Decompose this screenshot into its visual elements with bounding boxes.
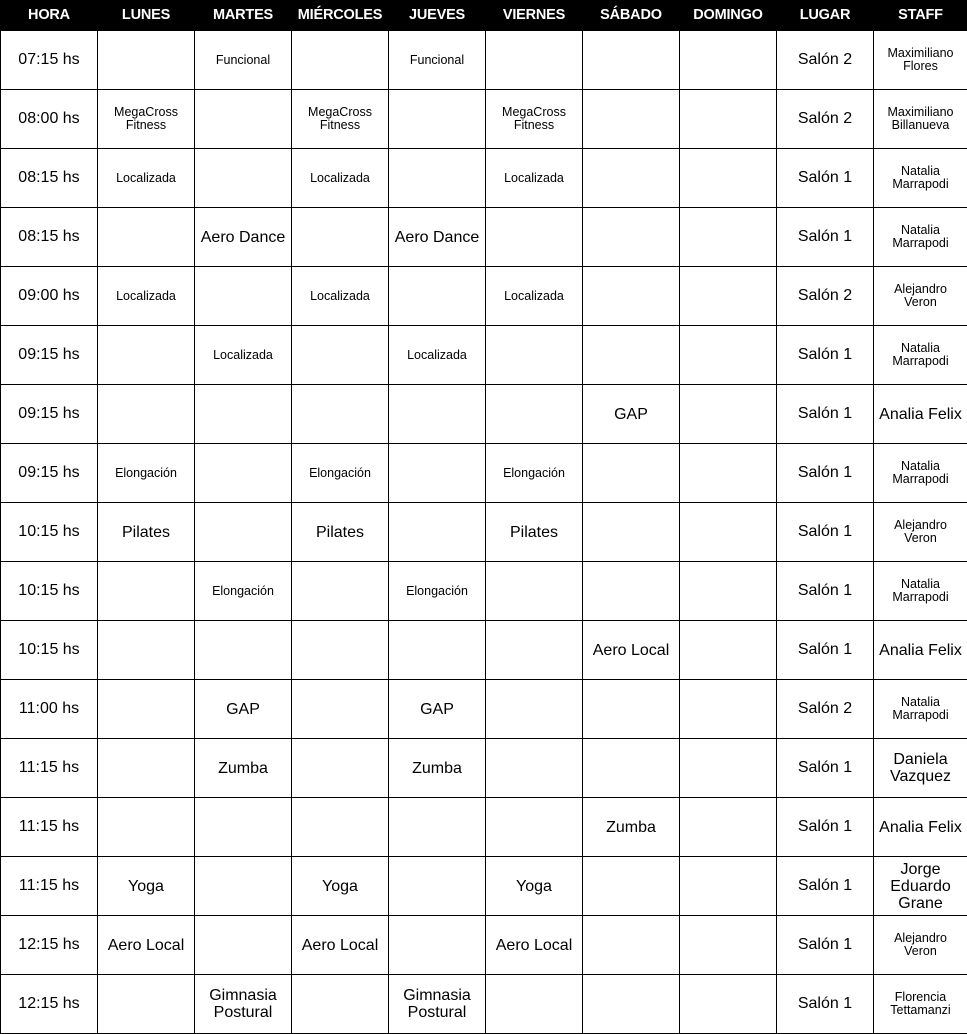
class-cell-miercoles (292, 621, 389, 680)
class-cell-lunes (98, 916, 195, 975)
table-row (1, 503, 967, 562)
class-name: MegaCross Fitness (114, 106, 178, 132)
class-cell-jueves (389, 31, 486, 90)
class-cell-lunes (98, 503, 195, 562)
class-name: Elongación (212, 585, 274, 598)
staff-cell (874, 267, 967, 326)
staff-cell (874, 562, 967, 621)
class-cell-jueves (389, 680, 486, 739)
class-cell-miercoles (292, 326, 389, 385)
class-cell-jueves (389, 621, 486, 680)
class-cell-miercoles (292, 916, 389, 975)
class-name: Aero Local (108, 937, 185, 954)
header-martes: MARTES (195, 0, 292, 31)
class-cell-sabado (583, 326, 680, 385)
staff-name: Alejandro Veron (894, 932, 947, 958)
staff-name: Natalia Marrapodi (892, 460, 948, 486)
class-cell-miercoles (292, 857, 389, 916)
lugar-cell: Salón 1 (777, 444, 874, 503)
class-cell-martes (195, 267, 292, 326)
hora-cell: 08:00 hs (1, 90, 98, 149)
class-cell-sabado (583, 739, 680, 798)
class-cell-sabado (583, 680, 680, 739)
class-cell-miercoles (292, 562, 389, 621)
class-name: Localizada (116, 290, 176, 303)
class-cell-sabado (583, 798, 680, 857)
class-cell-viernes (486, 857, 583, 916)
hora-cell: 09:15 hs (1, 385, 98, 444)
lugar-cell: Salón 1 (777, 916, 874, 975)
class-cell-viernes (486, 739, 583, 798)
header-lunes: LUNES (98, 0, 195, 31)
class-cell-jueves (389, 208, 486, 267)
header-row (1, 0, 967, 31)
class-cell-martes (195, 385, 292, 444)
class-cell-sabado (583, 31, 680, 90)
class-cell-martes (195, 916, 292, 975)
class-cell-lunes (98, 798, 195, 857)
class-name: Yoga (322, 878, 358, 895)
class-cell-sabado (583, 208, 680, 267)
class-cell-miercoles (292, 798, 389, 857)
staff-cell (874, 208, 967, 267)
class-cell-sabado (583, 444, 680, 503)
header-domingo: DOMINGO (680, 0, 777, 31)
class-cell-martes (195, 857, 292, 916)
staff-name: Analia Felix (879, 642, 962, 659)
staff-name: Analia Felix (879, 406, 962, 423)
class-cell-miercoles (292, 975, 389, 1034)
class-cell-martes (195, 31, 292, 90)
class-cell-domingo (680, 267, 777, 326)
class-cell-domingo (680, 385, 777, 444)
staff-name: Jorge Eduardo Grane (890, 861, 951, 912)
staff-name: Maximiliano Billanueva (888, 106, 954, 132)
class-cell-viernes (486, 208, 583, 267)
table-row (1, 444, 967, 503)
lugar-cell: Salón 1 (777, 975, 874, 1034)
header-viernes: VIERNES (486, 0, 583, 31)
hora-cell: 09:15 hs (1, 444, 98, 503)
class-name: Localizada (407, 349, 467, 362)
lugar-cell: Salón 1 (777, 208, 874, 267)
staff-cell (874, 503, 967, 562)
staff-name: Natalia Marrapodi (892, 578, 948, 604)
class-cell-viernes (486, 149, 583, 208)
lugar-cell: Salón 2 (777, 267, 874, 326)
class-cell-jueves (389, 267, 486, 326)
class-cell-viernes (486, 680, 583, 739)
table-row (1, 208, 967, 267)
class-cell-lunes (98, 31, 195, 90)
class-cell-sabado (583, 857, 680, 916)
class-cell-domingo (680, 208, 777, 267)
hora-cell: 12:15 hs (1, 916, 98, 975)
class-cell-martes (195, 562, 292, 621)
class-cell-viernes (486, 562, 583, 621)
class-cell-lunes (98, 267, 195, 326)
class-cell-jueves (389, 857, 486, 916)
table-row (1, 267, 967, 326)
staff-name: Natalia Marrapodi (892, 696, 948, 722)
class-cell-jueves (389, 975, 486, 1034)
class-name: Pilates (510, 524, 558, 541)
class-name: Elongación (503, 467, 565, 480)
staff-cell (874, 385, 967, 444)
class-cell-sabado (583, 916, 680, 975)
class-cell-lunes (98, 444, 195, 503)
class-cell-sabado (583, 90, 680, 149)
hora-cell: 10:15 hs (1, 562, 98, 621)
header-lugar: LUGAR (777, 0, 874, 31)
hora-cell: 12:15 hs (1, 975, 98, 1034)
class-cell-viernes (486, 621, 583, 680)
class-cell-sabado (583, 385, 680, 444)
class-name: Localizada (310, 172, 370, 185)
table-row (1, 798, 967, 857)
class-cell-jueves (389, 916, 486, 975)
class-cell-domingo (680, 798, 777, 857)
table-row (1, 680, 967, 739)
class-name: GAP (420, 701, 454, 718)
hora-cell: 11:15 hs (1, 857, 98, 916)
class-cell-lunes (98, 857, 195, 916)
table-row (1, 975, 967, 1034)
class-cell-viernes (486, 975, 583, 1034)
class-name: Localizada (504, 172, 564, 185)
class-cell-miercoles (292, 208, 389, 267)
lugar-cell: Salón 1 (777, 739, 874, 798)
staff-cell (874, 90, 967, 149)
class-name: Localizada (116, 172, 176, 185)
class-name: Pilates (316, 524, 364, 541)
class-name: Elongación (115, 467, 177, 480)
class-name: Gimnasia Postural (403, 987, 471, 1021)
class-cell-jueves (389, 90, 486, 149)
class-name: GAP (614, 406, 648, 423)
class-cell-martes (195, 975, 292, 1034)
class-cell-domingo (680, 680, 777, 739)
class-cell-domingo (680, 444, 777, 503)
class-cell-miercoles (292, 385, 389, 444)
lugar-cell: Salón 1 (777, 562, 874, 621)
header-miercoles: MIÉRCOLES (292, 0, 389, 31)
lugar-cell: Salón 2 (777, 680, 874, 739)
hora-cell: 08:15 hs (1, 208, 98, 267)
class-name: Aero Local (593, 642, 670, 659)
class-cell-viernes (486, 503, 583, 562)
staff-cell (874, 975, 967, 1034)
class-name: Gimnasia Postural (209, 987, 277, 1021)
lugar-cell: Salón 1 (777, 503, 874, 562)
class-cell-domingo (680, 916, 777, 975)
class-cell-sabado (583, 503, 680, 562)
staff-name: Natalia Marrapodi (892, 165, 948, 191)
staff-name: Alejandro Veron (894, 519, 947, 545)
hora-cell: 11:00 hs (1, 680, 98, 739)
class-name: Yoga (128, 878, 164, 895)
staff-name: Maximiliano Flores (888, 47, 954, 73)
class-cell-jueves (389, 739, 486, 798)
lugar-cell: Salón 1 (777, 621, 874, 680)
class-name: Funcional (216, 54, 270, 67)
lugar-cell: Salón 1 (777, 857, 874, 916)
class-cell-lunes (98, 208, 195, 267)
table-row (1, 739, 967, 798)
staff-cell (874, 739, 967, 798)
class-cell-viernes (486, 31, 583, 90)
class-cell-miercoles (292, 31, 389, 90)
class-cell-lunes (98, 621, 195, 680)
class-name: Elongación (406, 585, 468, 598)
class-cell-sabado (583, 975, 680, 1034)
schedule-body (1, 31, 967, 1034)
table-row (1, 385, 967, 444)
header-staff: STAFF (874, 0, 967, 31)
class-name: Zumba (218, 760, 268, 777)
class-name: Pilates (122, 524, 170, 541)
staff-cell (874, 680, 967, 739)
class-name: Zumba (606, 819, 656, 836)
class-cell-miercoles (292, 680, 389, 739)
class-name: Localizada (310, 290, 370, 303)
hora-cell: 07:15 hs (1, 31, 98, 90)
class-cell-viernes (486, 444, 583, 503)
staff-cell (874, 798, 967, 857)
class-cell-jueves (389, 326, 486, 385)
lugar-cell: Salón 2 (777, 90, 874, 149)
table-row (1, 149, 967, 208)
class-cell-martes (195, 90, 292, 149)
class-cell-martes (195, 739, 292, 798)
class-cell-viernes (486, 326, 583, 385)
table-row (1, 31, 967, 90)
class-cell-miercoles (292, 503, 389, 562)
class-cell-martes (195, 621, 292, 680)
class-cell-viernes (486, 385, 583, 444)
class-cell-viernes (486, 798, 583, 857)
hora-cell: 09:00 hs (1, 267, 98, 326)
class-cell-domingo (680, 326, 777, 385)
hora-cell: 09:15 hs (1, 326, 98, 385)
class-cell-miercoles (292, 444, 389, 503)
class-name: Funcional (410, 54, 464, 67)
class-cell-sabado (583, 149, 680, 208)
class-name: Aero Dance (395, 229, 480, 246)
class-cell-lunes (98, 680, 195, 739)
class-cell-sabado (583, 267, 680, 326)
class-cell-sabado (583, 621, 680, 680)
table-row (1, 562, 967, 621)
class-cell-martes (195, 503, 292, 562)
staff-name: Florencia Tettamanzi (890, 991, 950, 1017)
staff-cell (874, 444, 967, 503)
class-cell-jueves (389, 444, 486, 503)
header-jueves: JUEVES (389, 0, 486, 31)
class-name: MegaCross Fitness (502, 106, 566, 132)
hora-cell: 11:15 hs (1, 739, 98, 798)
class-cell-domingo (680, 857, 777, 916)
header-hora: HORA (1, 0, 98, 31)
class-name: Yoga (516, 878, 552, 895)
class-cell-miercoles (292, 90, 389, 149)
class-cell-lunes (98, 326, 195, 385)
table-row (1, 916, 967, 975)
class-cell-miercoles (292, 739, 389, 798)
lugar-cell: Salón 1 (777, 149, 874, 208)
staff-cell (874, 621, 967, 680)
lugar-cell: Salón 2 (777, 31, 874, 90)
class-name: Elongación (309, 467, 371, 480)
class-cell-martes (195, 149, 292, 208)
lugar-cell: Salón 1 (777, 385, 874, 444)
class-cell-jueves (389, 798, 486, 857)
staff-name: Analia Felix (879, 819, 962, 836)
hora-cell: 08:15 hs (1, 149, 98, 208)
class-name: MegaCross Fitness (308, 106, 372, 132)
staff-cell (874, 916, 967, 975)
table-row (1, 857, 967, 916)
header-sabado: SÁBADO (583, 0, 680, 31)
table-row (1, 326, 967, 385)
hora-cell: 10:15 hs (1, 503, 98, 562)
class-cell-martes (195, 680, 292, 739)
staff-name: Natalia Marrapodi (892, 342, 948, 368)
class-cell-domingo (680, 149, 777, 208)
class-cell-martes (195, 326, 292, 385)
class-cell-miercoles (292, 267, 389, 326)
class-cell-jueves (389, 562, 486, 621)
table-row (1, 621, 967, 680)
class-name: Localizada (213, 349, 273, 362)
hora-cell: 10:15 hs (1, 621, 98, 680)
class-cell-martes (195, 208, 292, 267)
class-cell-sabado (583, 562, 680, 621)
class-cell-martes (195, 444, 292, 503)
lugar-cell: Salón 1 (777, 798, 874, 857)
class-cell-lunes (98, 739, 195, 798)
class-cell-lunes (98, 385, 195, 444)
class-cell-domingo (680, 90, 777, 149)
class-cell-jueves (389, 149, 486, 208)
class-name: GAP (226, 701, 260, 718)
staff-cell (874, 326, 967, 385)
class-cell-domingo (680, 975, 777, 1034)
class-cell-viernes (486, 916, 583, 975)
table-row (1, 90, 967, 149)
class-cell-miercoles (292, 149, 389, 208)
class-name: Aero Local (496, 937, 573, 954)
class-cell-viernes (486, 267, 583, 326)
staff-cell (874, 31, 967, 90)
lugar-cell: Salón 1 (777, 326, 874, 385)
class-cell-lunes (98, 149, 195, 208)
class-cell-domingo (680, 562, 777, 621)
class-cell-viernes (486, 90, 583, 149)
class-cell-lunes (98, 975, 195, 1034)
class-cell-domingo (680, 621, 777, 680)
staff-name: Alejandro Veron (894, 283, 947, 309)
class-cell-domingo (680, 31, 777, 90)
class-cell-jueves (389, 385, 486, 444)
class-cell-lunes (98, 90, 195, 149)
staff-cell (874, 857, 967, 916)
hora-cell: 11:15 hs (1, 798, 98, 857)
class-name: Localizada (504, 290, 564, 303)
class-cell-jueves (389, 503, 486, 562)
class-cell-domingo (680, 503, 777, 562)
class-name: Aero Local (302, 937, 379, 954)
class-name: Aero Dance (201, 229, 286, 246)
class-cell-domingo (680, 739, 777, 798)
class-name: Zumba (412, 760, 462, 777)
staff-cell (874, 149, 967, 208)
class-cell-martes (195, 798, 292, 857)
class-cell-lunes (98, 562, 195, 621)
staff-name: Daniela Vazquez (890, 751, 951, 785)
staff-name: Natalia Marrapodi (892, 224, 948, 250)
